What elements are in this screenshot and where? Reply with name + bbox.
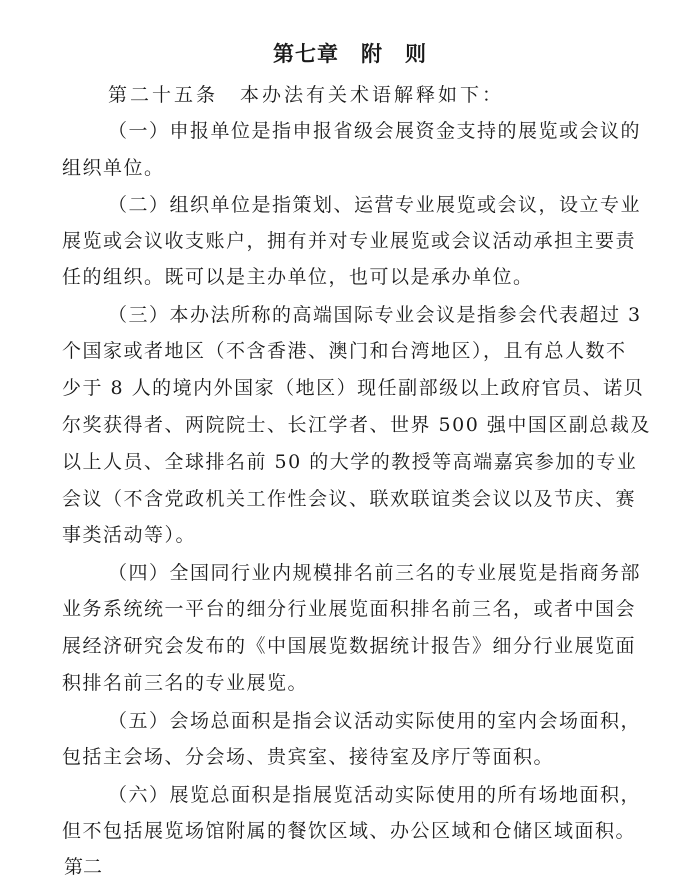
cutoff-next-line: 第二 (64, 856, 103, 878)
item-3-line-7: 事类活动等）。 (62, 524, 197, 546)
article-heading: 第二十五条 本办法有关术语解释如下： (108, 84, 505, 106)
item-3-line-1: （三）本办法所称的高端国际专业会议是指参会代表超过 3 (108, 304, 642, 326)
item-4-line-2: 业务系统统一平台的细分行业展览面积排名前三名，或者中国会 (62, 598, 637, 620)
chapter-title: 第七章 附 则 (273, 42, 427, 66)
item-3-line-2: 个国家或者地区（不含香港、澳门和台湾地区），且有总人数不 (62, 340, 627, 362)
item-2-line-3: 任的组织。既可以是主办单位，也可以是承办单位。 (62, 266, 534, 288)
item-6-line-1: （六）展览总面积是指展览活动实际使用的所有场地面积， (108, 784, 642, 806)
item-3-line-6: 会议（不含党政机关工作性会议、联欢联谊类会议以及节庆、赛 (62, 488, 637, 510)
item-1-line-1: （一）申报单位是指申报省级会展资金支持的展览或会议的 (108, 120, 642, 142)
item-6-line-2: 但不包括展览场馆附属的餐饮区域、办公区域和仓储区域面积。 (62, 820, 637, 842)
item-4-line-1: （四）全国同行业内规模排名前三名的专业展览是指商务部 (108, 562, 642, 584)
item-3-line-4: 尔奖获得者、两院院士、长江学者、世界 500 强中国区副总裁及 (62, 414, 651, 436)
item-1-line-2: 组织单位。 (62, 157, 165, 179)
item-4-line-3: 展经济研究会发布的《中国展览数据统计报告》细分行业展览面 (62, 635, 637, 657)
item-2-line-2: 展览或会议收支账户，拥有并对专业展览或会议活动承担主要责 (62, 230, 637, 252)
item-5-line-1: （五）会场总面积是指会议活动实际使用的室内会场面积， (108, 710, 642, 732)
item-2-line-1: （二）组织单位是指策划、运营专业展览或会议，设立专业 (108, 194, 642, 216)
item-3-line-3: 少于 8 人的境内外国家（地区）现任副部级以上政府官员、诺贝 (62, 377, 645, 399)
item-3-line-5: 以上人员、全球排名前 50 的大学的教授等高端嘉宾参加的专业 (62, 451, 638, 473)
item-4-line-4: 积排名前三名的专业展览。 (62, 672, 309, 694)
item-5-line-2: 包括主会场、分会场、贵宾室、接待室及序厅等面积。 (62, 746, 555, 768)
